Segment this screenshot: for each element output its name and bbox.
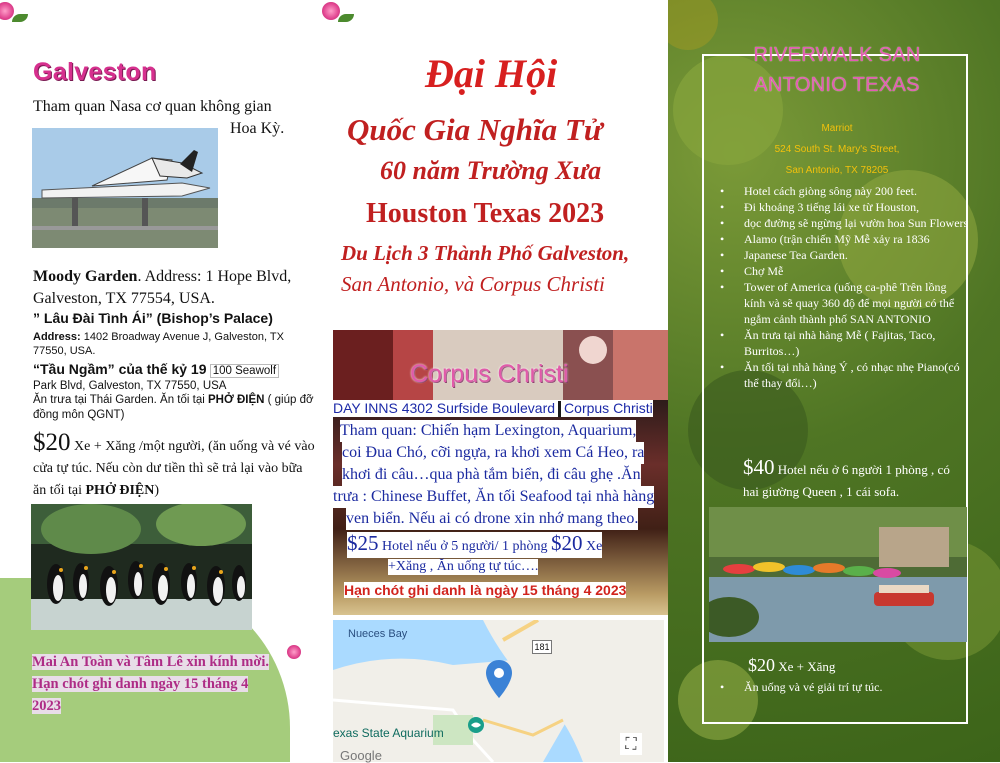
transport-price-description: Xe + Xăng bbox=[775, 659, 836, 674]
riverwalk-itinerary bbox=[718, 183, 970, 391]
moody-garden-name: Moody Garden bbox=[33, 268, 138, 285]
riverwalk-transport-price bbox=[748, 655, 835, 676]
invitation-line-3: 2023 bbox=[32, 698, 61, 714]
hotel-city-state: San Antonio, TX 78205 bbox=[785, 165, 889, 176]
nasa-line-1: Tham quan Nasa cơ quan không gian bbox=[33, 98, 272, 115]
penguins-illustration bbox=[31, 504, 252, 630]
list-item: • Đi khoảng 3 tiếng lái xe từ Houston, bbox=[718, 199, 970, 215]
cc-transport-price: $20 bbox=[551, 531, 583, 555]
transport-price-amount: $20 bbox=[748, 655, 775, 675]
tour-subtitle bbox=[341, 238, 671, 300]
cc-activity-line-5: ven biển. Nếu ai có drone xin nhớ mang theo. bbox=[346, 508, 638, 530]
hotel-price-amount: $40 bbox=[743, 455, 775, 479]
price-description: Xe + Xăng /một người, (ăn uống và vé vào cửa tự túc. Nếu còn dư tiền thì sẽ trả lại vào bữa ăn tối tại bbox=[33, 439, 315, 498]
list-item: • Japanese Tea Garden. bbox=[718, 247, 970, 263]
flower-decoration bbox=[0, 2, 14, 20]
list-item: • Ăn uống và vé giải trí tự túc. bbox=[718, 680, 968, 695]
event-anniversary: 60 năm Trường Xưa bbox=[380, 156, 602, 185]
map-label-nueces-bay: Nueces Bay bbox=[348, 628, 408, 640]
moody-garden-text bbox=[33, 266, 323, 310]
cc-activity-line-4: trưa : Chinese Buffet, Ăn tối Seafood tại nhà hàng bbox=[333, 486, 654, 508]
route-shield-icon: 181 bbox=[532, 640, 552, 654]
google-logo: Google bbox=[340, 748, 382, 763]
bishops-palace-address bbox=[33, 330, 318, 358]
meal-text-a: Ăn trưa tại Thái Garden. Ăn tối tại bbox=[33, 394, 208, 406]
address-label: Address: bbox=[33, 331, 81, 343]
hotel-street: 524 South St. Mary's Street, bbox=[774, 144, 900, 155]
riverwalk-illustration bbox=[709, 507, 967, 642]
separator bbox=[558, 401, 561, 417]
pho-dien-name: PHỞ ĐIỆN bbox=[207, 394, 265, 406]
cc-deadline: Hạn chót ghi danh là ngày 15 tháng 4 2023 bbox=[344, 582, 627, 598]
bishops-palace-title: ” Lâu Đài Tình Ái” (Bishop’s Palace) bbox=[33, 310, 273, 326]
list-item: • dọc đường sẽ ngừng lại vườn hoa Sun Flowers bbox=[718, 215, 970, 231]
invitation-text bbox=[32, 651, 312, 717]
list-item: • Tower of America (uống ca-phê Trên lồng kính và sẽ quay 360 độ để mọi người có thể ngắm cảnh thành phố SAN ANTONIO bbox=[718, 279, 970, 327]
nasa-line-2: Hoa Kỳ. bbox=[230, 120, 285, 137]
cc-transport-text: Xe bbox=[582, 539, 603, 554]
flower-decoration bbox=[322, 2, 340, 20]
price-close: ) bbox=[154, 483, 160, 498]
map-pin-icon[interactable] bbox=[486, 660, 512, 698]
riverwalk-hotel-price bbox=[743, 456, 968, 503]
submarine-section bbox=[33, 362, 323, 422]
cc-activity-line-1: Tham quan: Chiến hạm Lexington, Aquarium, bbox=[340, 420, 636, 442]
aquarium-marker-icon[interactable] bbox=[467, 716, 485, 734]
fullscreen-icon[interactable]: ⛶ bbox=[620, 733, 642, 755]
cc-hotel-text: Hotel nếu ở 5 người/ 1 phòng bbox=[378, 539, 551, 554]
cc-activity-line-3: khơi đi câu…qua phà tắm biển, đi câu ghẹ .Ăn bbox=[342, 464, 641, 486]
pho-dien-name-2: PHỞ ĐIỆN bbox=[85, 483, 155, 498]
marriot-address bbox=[712, 118, 962, 181]
cc-price bbox=[347, 532, 602, 558]
cc-price-note: +Xăng , Ăn uống tự túc…. bbox=[388, 559, 539, 574]
submarine-address-b: Park Blvd, Galveston, TX 77550, USA bbox=[33, 379, 227, 392]
list-item: • Chợ Mễ bbox=[718, 263, 970, 279]
hotel-name: Marriot bbox=[821, 123, 853, 134]
invitation-line-1: Mai An Toàn và Tâm Lê xin kính mời. bbox=[32, 654, 270, 670]
event-location: Houston Texas 2023 bbox=[366, 198, 605, 229]
galveston-title: Galveston bbox=[33, 58, 157, 86]
meal-text-b: ( giúp đỡ đồng môn QGNT) bbox=[33, 394, 314, 421]
space-shuttle-illustration bbox=[32, 128, 218, 248]
hotel-address: DAY INNS 4302 Surfside Boulevard bbox=[333, 400, 556, 416]
leaf-decoration bbox=[338, 14, 354, 22]
hotel-city: Corpus Christi bbox=[564, 400, 653, 416]
riverwalk-photo bbox=[709, 507, 967, 642]
tour-subtitle-line-1: Du Lịch 3 Thành Phố Galveston, bbox=[341, 241, 630, 265]
event-organization: Quốc Gia Nghĩa Tử bbox=[347, 112, 603, 147]
map-label-aquarium: exas State Aquarium bbox=[333, 726, 444, 740]
price-amount: $20 bbox=[33, 429, 71, 456]
riverwalk-final-note bbox=[718, 680, 968, 695]
moody-garden-address: . Address: 1 Hope Blvd, Galveston, TX 77554, USA. bbox=[33, 268, 292, 307]
list-item: • Ăn trưa tại nhà hàng Mễ ( Fajitas, Taco, Burritos…) bbox=[718, 327, 970, 359]
hotel-price-description: Hotel nếu ở 6 người 1 phòng , có hai giường Queen , 1 cái sofa. bbox=[743, 462, 950, 499]
tour-subtitle-line-2: San Antonio, và Corpus Christi bbox=[341, 272, 605, 296]
list-item: • Hotel cách giòng sông này 200 feet. bbox=[718, 183, 970, 199]
riverwalk-title: RIVERWALK SAN ANTONIO TEXAS bbox=[753, 44, 921, 96]
invitation-line-2: Hạn chót ghi danh ngày 15 tháng 4 bbox=[32, 676, 249, 692]
leaf-decoration bbox=[12, 14, 28, 22]
cc-hotel-price: $25 bbox=[347, 531, 379, 555]
list-item: • Ăn tối tại nhà hàng Ý , có nhạc nhẹ Piano(có thể thay đổi…) bbox=[718, 359, 970, 391]
list-item: • Alamo (trận chiến Mỹ Mễ xảy ra 1836 bbox=[718, 231, 970, 247]
galveston-price bbox=[33, 429, 318, 502]
hotel-line bbox=[333, 400, 653, 417]
corpus-christi-title: Corpus Christi bbox=[410, 360, 569, 388]
event-title: Đại Hội bbox=[425, 51, 558, 96]
address-value: 1402 Broadway Avenue J, Galveston, TX 77550, USA. bbox=[33, 331, 284, 357]
submarine-title: “Tầu Ngầm” của thế kỷ 19 bbox=[33, 361, 207, 377]
penguin-photo bbox=[31, 504, 252, 630]
space-shuttle-photo bbox=[32, 128, 218, 248]
cc-activity-line-2: coi Đua Chó, cỡi ngựa, ra khơi xem Cá Heo, ra bbox=[342, 442, 644, 464]
submarine-address-a: 100 Seawolf bbox=[210, 364, 279, 378]
